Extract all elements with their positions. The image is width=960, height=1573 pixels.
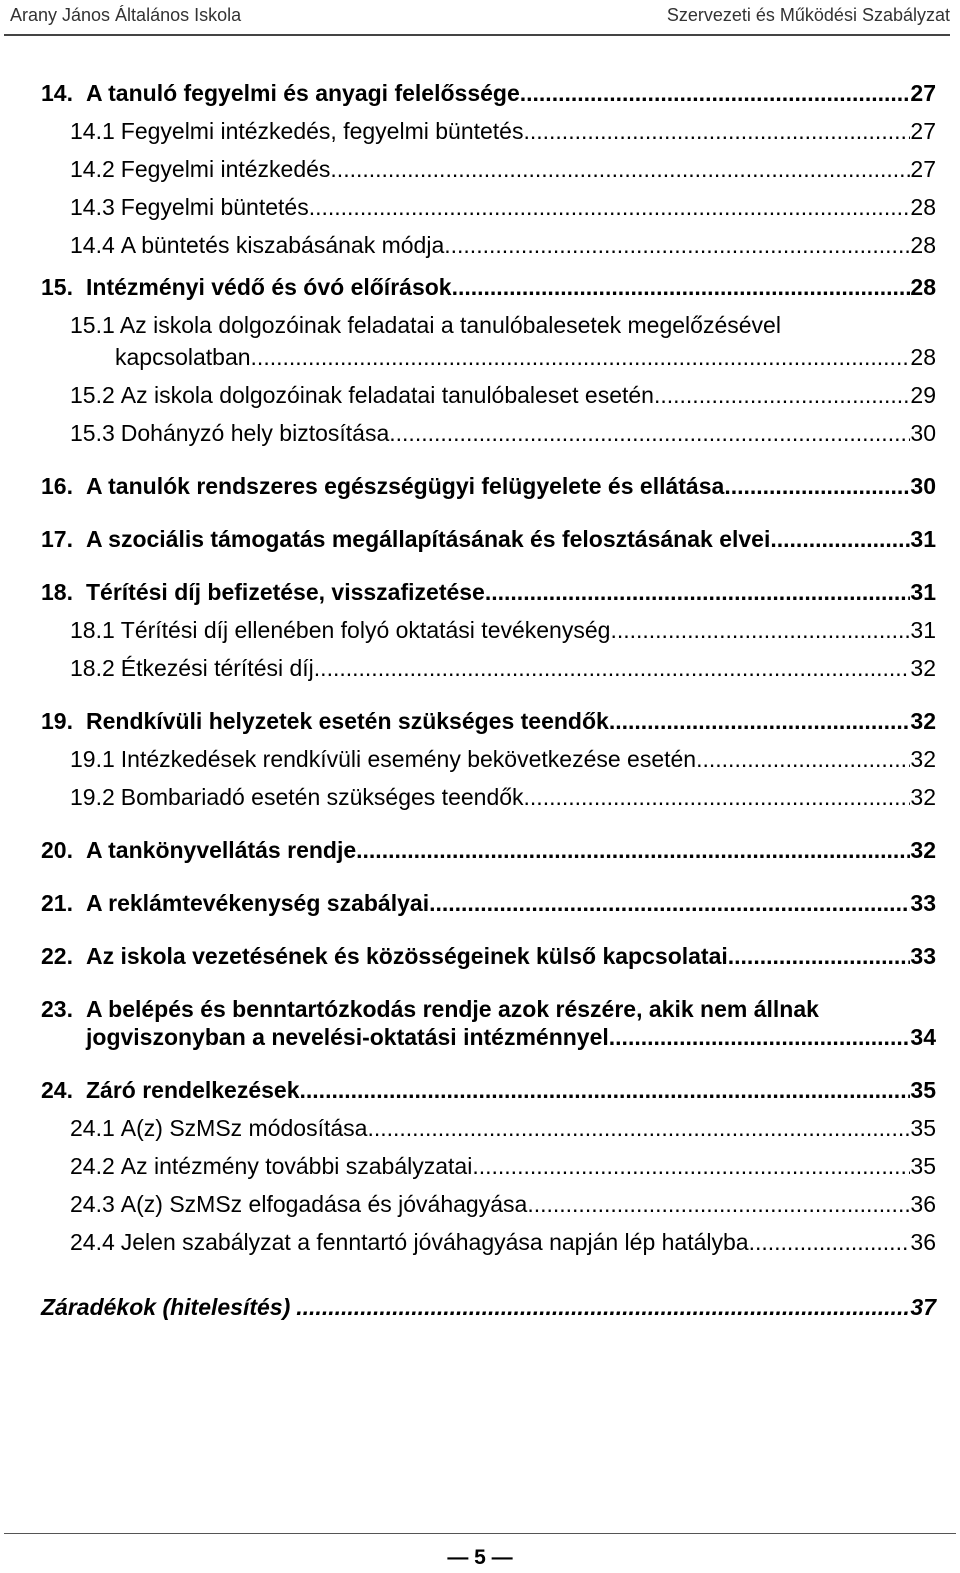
toc-entry-19-1[interactable] [41, 745, 936, 773]
toc-number: 23. [41, 996, 73, 1022]
toc-entry-14-1[interactable] [41, 117, 936, 145]
toc-entry-24[interactable] [41, 1076, 936, 1104]
toc-title-line-2 [41, 1023, 936, 1051]
toc-number: 24.1 [70, 1115, 115, 1141]
toc-leader [527, 1190, 910, 1218]
toc-title-line-1 [41, 995, 936, 1023]
toc-leader [724, 472, 910, 500]
toc-page: 30 [910, 473, 936, 499]
toc-entry-15-3[interactable] [41, 419, 936, 447]
toc-page: 27 [910, 156, 936, 182]
toc-number: 20. [41, 837, 73, 863]
toc-title: A(z) SzMSz módosítása [120, 1115, 368, 1141]
toc-title: A(z) SzMSz elfogadása és jóváhagyása [120, 1191, 528, 1217]
toc-leader [330, 155, 910, 183]
toc-page: 36 [910, 1229, 936, 1255]
toc-number: 14.1 [70, 118, 115, 144]
toc-leader [309, 193, 911, 221]
toc-leader [524, 783, 911, 811]
toc-title: Bombariadó esetén szükséges teendők [120, 784, 524, 810]
toc-number: 16. [41, 473, 73, 499]
toc-entry-14[interactable] [41, 79, 936, 107]
toc-page: 28 [910, 344, 936, 370]
toc-number: 18.2 [70, 655, 115, 681]
toc-leader [520, 79, 911, 107]
toc-title: Az iskola dolgozóinak feladatai tanulóbaleset esetén [120, 382, 654, 408]
toc-title: A belépés és benntartózkodás rendje azok részére, akik nem állnak [86, 996, 819, 1022]
toc-number: 15.3 [70, 420, 115, 446]
toc-title: Az iskola vezetésének és közösségeinek külső kapcsolatai [86, 943, 728, 969]
school-name: Arany János Általános Iskola [10, 5, 242, 25]
toc-entry-16[interactable] [41, 472, 936, 500]
toc-title: Dohányzó hely biztosítása [120, 420, 390, 446]
toc-leader [389, 419, 910, 447]
toc-title-cont: kapcsolatban [115, 344, 251, 370]
toc-number: 24.4 [70, 1229, 115, 1255]
toc-page: 35 [910, 1115, 936, 1141]
toc-title-line-2 [70, 343, 936, 371]
toc-number: 17. [41, 526, 73, 552]
toc-entry-18-1[interactable] [41, 616, 936, 644]
toc-page: 32 [910, 708, 936, 734]
toc-page: 37 [910, 1294, 936, 1320]
toc-leader [609, 1023, 911, 1051]
toc-number: 19. [41, 708, 73, 734]
toc-number: 18.1 [70, 617, 115, 643]
toc-number: 19.2 [70, 784, 115, 810]
toc-page: 28 [910, 194, 936, 220]
toc-leader [452, 273, 911, 301]
toc-number: 21. [41, 890, 73, 916]
toc-entry-14-3[interactable] [41, 193, 936, 221]
toc-leader [770, 525, 910, 553]
toc-title-line-1 [70, 311, 936, 339]
toc-title: Jelen szabályzat a fenntartó jóváhagyása napján lép hatályba [120, 1229, 749, 1255]
toc-entry-17[interactable] [41, 525, 936, 553]
toc-page: 28 [910, 274, 936, 300]
toc-title: Rendkívüli helyzetek esetén szükséges teendők [86, 708, 609, 734]
toc-leader [696, 745, 910, 773]
toc-entry-20[interactable] [41, 836, 936, 864]
toc-number: 24.3 [70, 1191, 115, 1217]
toc-title: Térítési díj befizetése, visszafizetése [86, 579, 485, 605]
toc-leader [485, 578, 911, 606]
toc-entry-18-2[interactable] [41, 654, 936, 682]
toc-title-cont: jogviszonyban a nevelési-oktatási intézménnyel [86, 1024, 609, 1050]
toc-number: 15.2 [70, 382, 115, 408]
toc-leader [251, 343, 911, 371]
toc-entry-18[interactable] [41, 578, 936, 606]
toc-entry-15[interactable] [41, 273, 936, 301]
toc-leader [444, 231, 910, 259]
toc-title: Fegyelmi intézkedés, fegyelmi büntetés [120, 118, 524, 144]
toc-title: Az intézmény további szabályzatai [120, 1153, 473, 1179]
toc-page: 34 [910, 1024, 936, 1050]
toc-page: 31 [910, 526, 936, 552]
toc-page: 29 [910, 382, 936, 408]
toc-page: 32 [910, 837, 936, 863]
toc-entry-zaradekok[interactable] [41, 1293, 936, 1321]
toc-page: 30 [910, 420, 936, 446]
toc-page: 33 [910, 890, 936, 916]
toc-leader [290, 1293, 910, 1321]
toc-entry-23[interactable] [41, 995, 936, 1051]
toc-title: A reklámtevékenység szabályai [86, 890, 430, 916]
toc-entry-14-4[interactable] [41, 231, 936, 259]
document-title: Szervezeti és Működési Szabályzat [666, 5, 950, 25]
toc-title: A tanuló fegyelmi és anyagi felelőssége [86, 80, 520, 106]
table-of-contents [41, 79, 936, 1321]
toc-title: Az iskola dolgozóinak feladatai a tanulóbalesetek megelőzésével [119, 312, 781, 338]
toc-number: 22. [41, 943, 73, 969]
toc-page: 32 [910, 784, 936, 810]
toc-title: Záró rendelkezések [86, 1077, 300, 1103]
toc-page: 27 [910, 118, 936, 144]
toc-number: 24. [41, 1077, 73, 1103]
toc-page: 32 [910, 655, 936, 681]
toc-page: 35 [910, 1153, 936, 1179]
toc-leader [654, 381, 910, 409]
page-number-dash-left: — [447, 1546, 475, 1569]
toc-page: 33 [910, 943, 936, 969]
toc-page: 31 [910, 617, 936, 643]
toc-number: 24.2 [70, 1153, 115, 1179]
toc-number: 14.3 [70, 194, 115, 220]
toc-page: 36 [910, 1191, 936, 1217]
toc-number: 14.4 [70, 232, 115, 258]
toc-title: A tanulók rendszeres egészségügyi felügyelete és ellátása [86, 473, 725, 499]
toc-number: 14. [41, 80, 73, 106]
toc-number: 15. [41, 274, 73, 300]
page-number-value: 5 [474, 1546, 486, 1569]
toc-number: 18. [41, 579, 73, 605]
toc-entry-19-2[interactable] [41, 783, 936, 811]
toc-entry-24-1[interactable] [41, 1114, 936, 1142]
toc-title: Záradékok (hitelesítés) [41, 1294, 291, 1320]
toc-title: A szociális támogatás megállapításának és felosztásának elvei [86, 526, 771, 552]
toc-leader [523, 117, 910, 145]
toc-title: Fegyelmi intézkedés [120, 156, 331, 182]
toc-leader [610, 616, 910, 644]
toc-leader [314, 654, 911, 682]
toc-leader [356, 836, 910, 864]
toc-page: 32 [910, 746, 936, 772]
toc-number: 19.1 [70, 746, 115, 772]
toc-leader [367, 1114, 910, 1142]
toc-title: Fegyelmi büntetés [120, 194, 309, 220]
toc-page: 35 [910, 1077, 936, 1103]
toc-title: Intézményi védő és óvó előírások [86, 274, 452, 300]
toc-leader [609, 707, 911, 735]
toc-title: Intézkedések rendkívüli esemény bekövetkezése esetén [120, 746, 697, 772]
toc-leader [472, 1152, 910, 1180]
toc-page: 28 [910, 232, 936, 258]
toc-page: 27 [910, 80, 936, 106]
toc-leader [300, 1076, 911, 1104]
toc-entry-15-1[interactable] [41, 311, 936, 371]
toc-number: 14.2 [70, 156, 115, 182]
toc-number: 15.1 [70, 312, 115, 338]
page-number-dash-right: — [485, 1546, 513, 1569]
toc-entry-24-4[interactable] [41, 1228, 936, 1256]
toc-entry-22[interactable] [41, 942, 936, 970]
footer-divider [4, 1533, 956, 1534]
toc-entry-19[interactable] [41, 707, 936, 735]
toc-title: A büntetés kiszabásának módja [120, 232, 445, 258]
toc-leader [749, 1228, 911, 1256]
toc-title: Étkezési térítési díj [120, 655, 314, 681]
toc-title: Térítési díj ellenében folyó oktatási tevékenység [120, 617, 611, 643]
page-number [0, 1546, 960, 1570]
toc-leader [728, 942, 911, 970]
toc-title: A tankönyvellátás rendje [86, 837, 357, 863]
toc-entry-14-2[interactable] [41, 155, 936, 183]
toc-entry-24-2[interactable] [41, 1152, 936, 1180]
toc-entry-24-3[interactable] [41, 1190, 936, 1218]
page-header [4, 0, 950, 36]
toc-leader [429, 889, 910, 917]
toc-page: 31 [910, 579, 936, 605]
toc-entry-21[interactable] [41, 889, 936, 917]
toc-entry-15-2[interactable] [41, 381, 936, 409]
